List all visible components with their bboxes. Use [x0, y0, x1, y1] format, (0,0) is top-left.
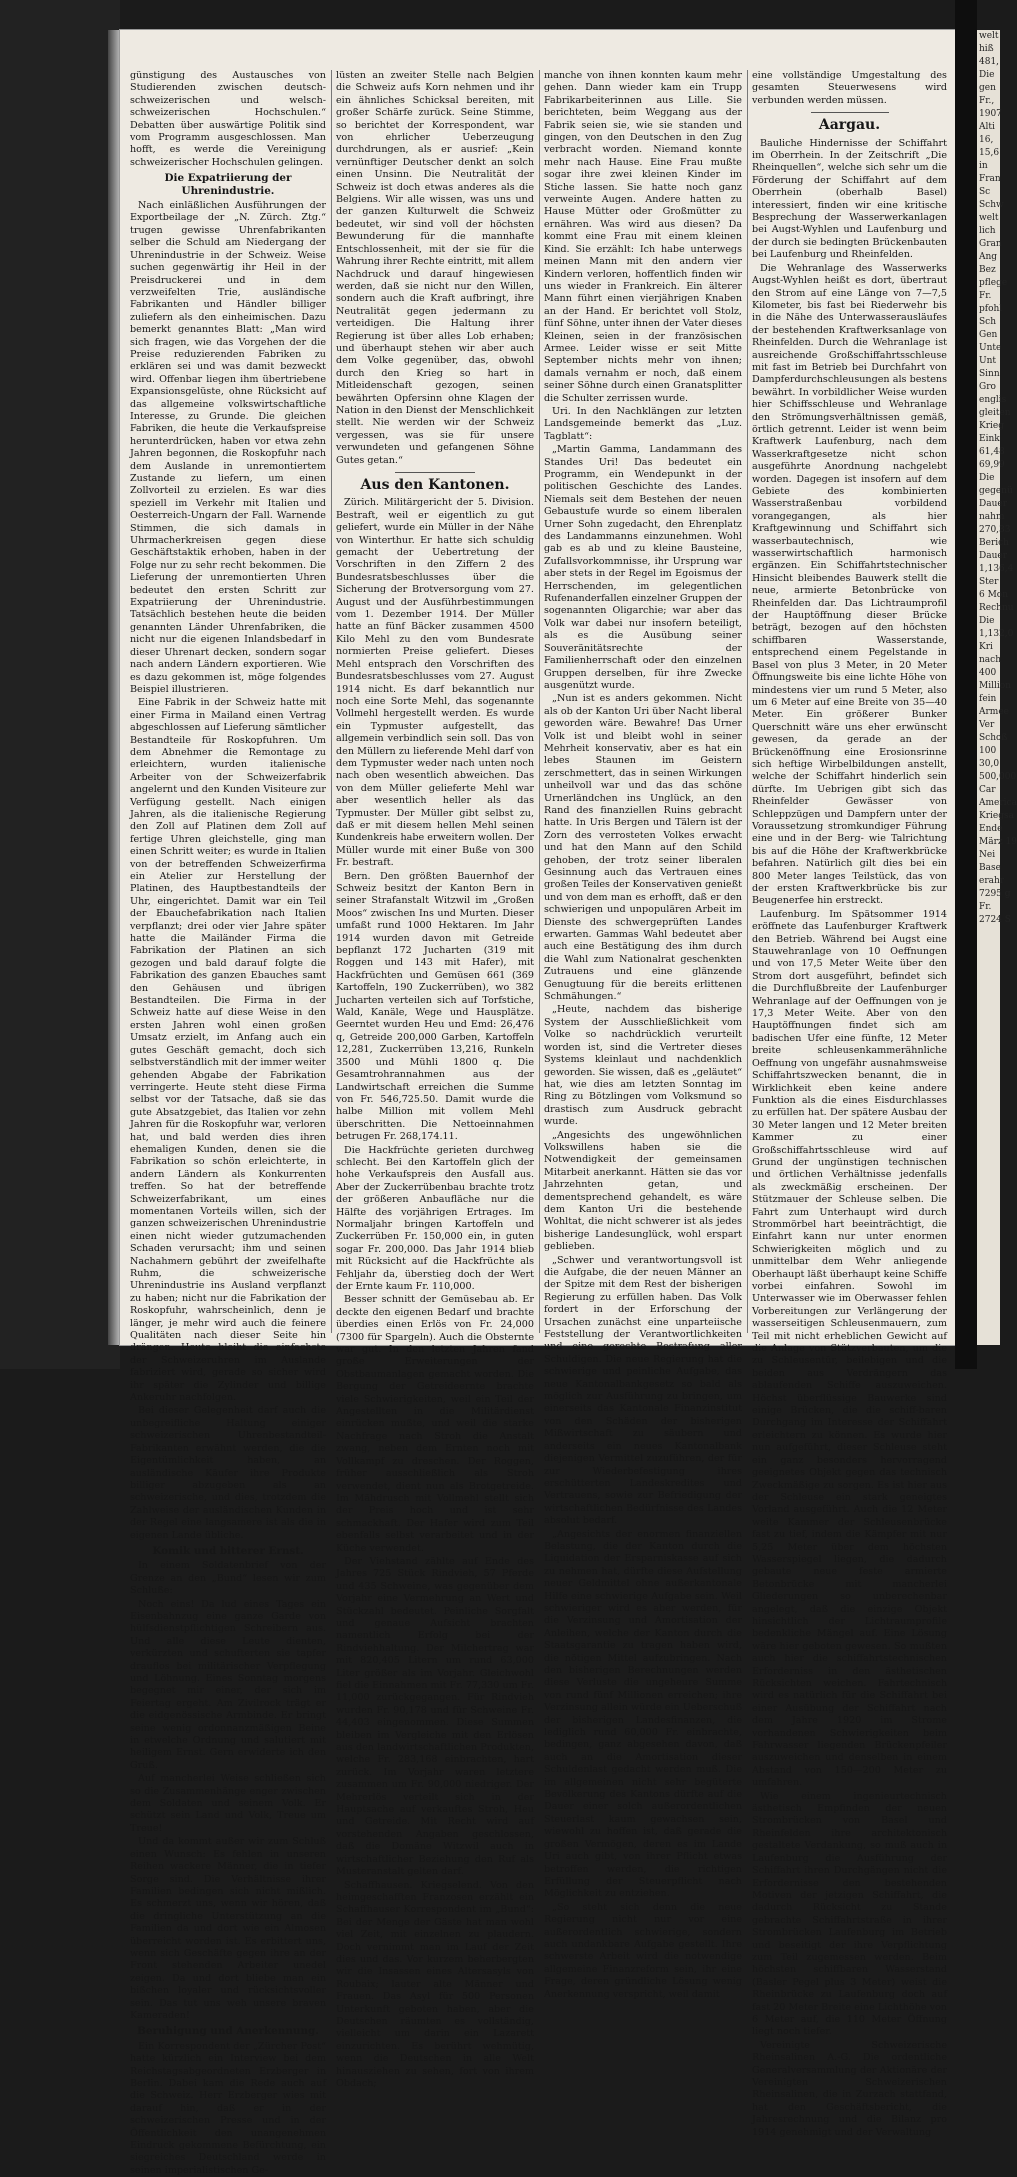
adjacent-page-text: Car: [979, 785, 996, 795]
adjacent-page-text: Eink: [979, 434, 1000, 444]
adjacent-page-text: nahm: [979, 512, 1005, 522]
book-spine: [955, 0, 977, 1369]
adjacent-page-text: 1907: [979, 109, 1002, 119]
adjacent-page-text: Unte: [979, 343, 1002, 353]
paragraph: Bei dieser Gelegenheit darf auch die unbegreifliche Haltung einiger schweizerischen Uhrenbestandteil-Fabrikanten erwähnt werden, die die Eigentümlichkeit haben, an ausländische Käufer ihre Produkte billiger abzugeben als an schweizerische, und dies, trotzdem die Zahlweise der ausländischen Kunden in der Regel eine langsamere ist als die in eigenen Lande übliche.: [130, 1405, 326, 1541]
divider: [811, 112, 889, 113]
adjacent-page-text: Ster: [979, 577, 999, 587]
adjacent-page-text: welt: [979, 31, 999, 41]
paragraph: lüsten an zweiter Stelle nach Belgien die Schweiz aufs Korn nehmen und ihr ein ähnliches Schicksal bereiten, mit großer Schärfe zurück. Seine Stimme, so berichtet der Korrespondent, war von ehrlicher Ueberzeugung durchdrungen, als er ausrief: „Kein vernünftiger Deutscher denkt an solch einen Unsinn. Die Neutralität der Schweiz ist doch etwas anderes als die Belgiens. Wir alle wissen, was uns und der ganzen Kulturwelt die Schweiz bedeutet, wir sind voll der höchsten Bewunderung für die mannhafte Entschlossenheit, mit der sie für die Wahrung ihrer Rechte eintritt, mit allem Nachdruck und darauf hingewiesen werden, daß sie nicht nur den Willen, sondern auch die Kraft aufbringt, ihre Neutralität gegen jedermann zu verteidigen. Die Haltung ihrer Regierung ist über alles Lob erhaben; und überhaupt stehen wir aber auch dem Volke gegenüber, das, obwohl durch den Krieg so hart in Mitleidenschaft gezogen, seinen bewährten Opfersinn ohne Klagen der Nation in den Dienst der Menschlichkeit stellt. Nie werden wir der Schweiz vergessen, was sie für unsere verwundeten und gefangenen Söhne Gutes getan.“: [336, 70, 534, 466]
section-heading: Aargau.: [818, 117, 881, 134]
adjacent-page-text: 6 Mon: [979, 590, 1009, 600]
adjacent-page-text: Ver: [979, 720, 995, 730]
adjacent-page-text: Schw: [979, 200, 1004, 210]
adjacent-page-text: 30,0: [979, 759, 1000, 769]
adjacent-page-text: America: [979, 798, 1017, 808]
paragraph: Die Hackfrüchte gerieten durchweg schlecht. Bei den Kartoffeln glich der hohe Verkaufspreis den Ausfall aus. Aber der Zuckerrübenbau brachte trotz der größeren Anbaufläche nur die Hälfte des vorjährigen Ertrages. Im Normaljahr bringen Kartoffeln und Zuckerrüben Fr. 150,000 ein, in guten sogar Fr. 200,000. Das Jahr 1914 blieb mit Rücksicht auf die Hackfrüchte als Fehljahr da, überstieg doch der Wert der Ernte kaum Fr. 110,000.: [336, 1144, 534, 1292]
adjacent-page-text: gleiten: [979, 408, 1011, 418]
adjacent-page-text: Kri: [979, 642, 993, 652]
paragraph: „Schwer und verantwortungsvoll ist die Aufgabe, die der neuen Männer an der Spitze mit dem Rest der bisherigen Regierung zu erfüllen haben. Das Volk fordert in der Erforschung der Ursachen zunächst eine unparteiische Feststellung der Verantwortlichkeiten und eine gerechte Bestrafung aller Schuldigen. Die neue Regierung hat die schwierige und peinliche Aufgabe, das neue Kantonalbankgesetz so bald als möglich zur Ausführung zu bringen, um einerseits das Kantonale Finanzinstitut von den Schäden der bisherigen Mißwirtschaft zu säubern und anderseits ein neues Kantonalbank diejenigen Vermittel zuzuführen, der für zur Wiederbefestigung ihres erschütterten Landeskredites und Vertrauens, sowie zur Befriedigung der wirtschaftlichen Bedürfnisse des Landes absolut bedarf.: [544, 1254, 742, 1527]
adjacent-page-text: Fran: [979, 174, 1001, 184]
paragraph: Wie einem ingenieurtechnisch ästhetisch Empfinden der neuen Strombrücken von Basel und Rheinfelden ihre architektonisch gestaltete Verdankung, so muß auch in Laufenburg die Ausführung der Schiffahrt ihren Durchgängen nicht die Erfordernisse den bestehenden Motiven der jetzigen Schiffahrt, die dadurch Rücksicht zu Stande gebrachte Schiffahrtstraße in ihrer Strombrücken Laufenburg im Betrieb und beseitigt der ihre Verpflichtung zum Teil zugemessen werden. Beim höchsten schiffbaren Wasserstand (Basler Pegel plus 3 Meter) weist die Rheinbrücke zu Laufenburg doch auf fast 20 Meter Breite eine Lichthöhe von 6 Meter auf, die 110 Meter Öffnung liegt noch tiefer.: [752, 1790, 947, 2038]
adjacent-page-text: Rechnu: [979, 603, 1014, 613]
adjacent-page-text: Die: [979, 70, 995, 80]
adjacent-page-text: 61,48: [979, 447, 1005, 457]
adjacent-page-text: Gran: [979, 239, 1002, 249]
newspaper-page: [120, 30, 955, 2176]
paragraph: Bern. Den größten Bauernhof der Schweiz besitzt der Kanton Bern in seiner Strafanstalt Witzwil im „Großen Moos“ zwischen Ins und Murten. Dieser umfaßt rund 1000 Hektaren. Im Jahr 1914 wurden davon mit Getreide bepflanzt 172 Jucharten (319 mit Roggen und 143 mit Hafer), mit Hackfrüchten und Gemüsen 661 (369 Kartoffeln, 190 Zuckerrüben), wo 382 Jucharten verteilen sich auf Torfstiche, Wald, Kanäle, Wege und Hausplätze. Geerntet wurden Heu und Emd: 26,476 q, Getreide 200,000 Garben, Kartoffeln 12,281, Zuckerrüben 13,216, Runkeln 3500 und Mühli 1800 q. Die Gesamtrohrannahmen aus der Landwirtschaft erreichen die Summe von Fr. 546,725.50. Damit wurde die halbe Million mit vollem Mehl überschritten. Die Nettoeinnahmen betrugen Fr. 268,174.11.: [336, 870, 534, 1143]
adjacent-page-text: in: [979, 161, 988, 171]
paragraph: Der Viehstand zählte auf Ende des Jahres 725 Stück Rindvieh, 57 Pferde und 435 Schweine, was gegenüber dem Vorjahr eine Vermehrung an Wert und Stückzahl bedeutet. Peinliche Sorgfalt und genaue Aufsicht brachten namentlich Erfolg bei der Rindviehhaltung. Der Milchertrag war mit 820,405 Litern um rund 63,000 Liter größer als im Vorjahr. Gleichwohl fiel die Einnahmen mit Fr. 77,330 um Fr. 11,000 zurückgegangen. Für Rindvieh wurden Fr. 90,178 und für Schweine Fr. 44,403 eingenommen. Diese Summen bleiben im Vergleiche mit den Erlösen aus den landwirtschaftlichen Produkten, welche Fr. 283,168 einbrachten, hart zurück. Im Vorjahr waren letztere zusammen um Fr. 90,000 niedriger. Der Mehrerlös verteilt sich in der Hauptsache auf verkauftes Stroh, Heu und Getreide. Mit Recht wird auf vorstehenden Angaben geschlossen, daß die Domäne Witzwil auch in wirtschaftlicher Beziehung den Ruf als Musteranstalt gelten darf.: [336, 1555, 535, 1878]
adjacent-page-text: 270,33: [979, 525, 1011, 535]
paragraph: In einem Soldatenbrief von der Grenze an den „Bund“ lesen wir zum Schluße:: [130, 1560, 326, 1597]
paragraph: Noch eins! Da lud eines Tages ein Eisenbahnzug eine ganze Garde von hülfsdienstpflichtigen Schreibern aus. Und alle diese Leute dienten, verkürzten und schufterten sie tapfer drauflos bei militärischer Verpflegung und Löhnung. Eines Sonntag morgens begegnet mir einer, der sich im Feiertag ergeht. Am Zivilrock trägt er die eidgenössische Armbinde. Er bringt seine wenig ordonnanzmäßigen Beine in etwelche Ordnung und salutiert mit heiligem Ernst. Gern erwiderte ich den Gruß.: [130, 1598, 326, 1771]
adjacent-page-text: pflege: [979, 278, 1008, 288]
adjacent-page-text: fein: [979, 694, 997, 704]
adjacent-page-text: Ang: [979, 252, 998, 262]
adjacent-page-text: 1,132,0: [979, 629, 1014, 639]
adjacent-page-text: 400: [979, 668, 997, 678]
divider: [395, 472, 474, 473]
adjacent-page-text: Sc: [979, 187, 991, 197]
paragraph: eine vollständige Umgestaltung des gesamten Steuerwesens wird verbunden werden müssen.: [752, 70, 947, 106]
adjacent-page-text: gegenü: [979, 486, 1013, 496]
paragraph: „Angesichts des ungewöhnlichen Volkswillens haben sie die Notwendigkeit der gemeinsamen Mitarbeit anerkannt. Hätten sie das vor Jahrzehnten getan, und dementsprechend gehandelt, es wäre dem Kanton Uri die bestehende Wohltat, die nicht schwerer ist als jedes bisherige Landesunglück, wohl erspart geblieben.: [544, 1129, 742, 1253]
adjacent-page-text: 7295 g: [979, 889, 1011, 899]
adjacent-page-text: Sch: [979, 317, 997, 327]
article-heading: Beruhigung und Anerkennung.: [137, 2025, 319, 2038]
column-rule: [331, 70, 332, 1333]
paragraph: „Heute, nachdem das bisherige System der Ausschließlichkeit vom Volke so nachdrücklich verurteilt worden ist, sind die Vertreter dieses Systems kleinlaut und nachdenklich geworden. Sie wissen, daß es „geläutet“ hat, wie dies am letzten Sonntag im Ring zu Bötzlingen vom Volksmund so drastisch zum Ausdruck gebracht wurde.: [544, 1004, 742, 1128]
left-book-edge: [0, 0, 120, 1369]
adjacent-page-text: Unt: [979, 356, 996, 366]
paragraph: Und da kommt außer wir zum Schluß einen Wunsch: Es fehlen in unseren Reihen wackere Männer, die in tiefer Sorge sind. Die Verhältnisse ihrer Familien bedingen sich nicht mißlich. Es schmerzt uns, wenn wir hören, daß die dringliche Unterstützung an die Familien da und dort wie ein Almosen überreicht worden ist. Es erbittert uns, wenn sich Geschäfte gegen ihre an der Front stehenden Arbeiter unedel zeigen. Da und dort bliebe man ein bißchen loyaler und rücksichtsvoller sein. Das tut uns weh unsere braven Kameraden!: [130, 1836, 326, 2021]
adjacent-page-text: Berich: [979, 538, 1009, 548]
adjacent-page-text: Ende: [979, 824, 1003, 834]
adjacent-page-text: nach: [979, 655, 1001, 665]
adjacent-page-text: Die: [979, 473, 995, 483]
adjacent-page-text: englis: [979, 395, 1007, 405]
section-heading: Aus den Kantonen.: [360, 477, 510, 493]
adjacent-page-text: 100: [979, 746, 997, 756]
adjacent-page-text: Base: [979, 863, 1001, 873]
paragraph: manche von ihnen konnten kaum mehr gehen. Dann wieder kam ein Trupp Fabrikarbeiterinnen aus Lille. Sie berichteten, beim Weggang aus der Fabrik seien sie, wie sie standen und gingen, von den Deutschen in den Zug verbracht worden. Niemand konnte mehr nach Hause. Eine Frau mußte sogar ihre zwei kleinen Kinder im Stiche lassen. Sie hatte noch ganz verweinte Augen. Andere hatten zu Hause Mütter oder Großmütter zu ernähren. Was wird aus diesen? Da kommt eine Frau mit einem kleinen Kind. Sie erzählt: Ich habe unterwegs meinen Mann mit den andern vier Kindern verloren, hoffentlich finden wir uns wieder in Frankreich. Ein älterer Mann führt einen vierjährigen Knaben an der Hand. Er berichtet voll Stolz, fünf Söhne, unter ihnen der Vater dieses Kleinen, seien in der französischen Armee. Leider wisse er seit Mitte September nichts mehr von ihnen; damals vernahm er noch, daß einem seiner Söhne durch einen Granatsplitter die Schulter zerrissen wurde.: [544, 70, 742, 404]
adjacent-page-text: welt: [979, 213, 999, 223]
column-2: [336, 70, 535, 2089]
adjacent-page-text: hiß: [979, 44, 994, 54]
column-1: [130, 70, 327, 2176]
adjacent-page-text: gen: [979, 83, 996, 93]
page-edge-shadow: [108, 30, 120, 1345]
adjacent-page-text: Alti: [979, 122, 995, 132]
adjacent-page-text: 15,6: [979, 148, 1000, 158]
column-3: [544, 70, 742, 2000]
paragraph: Laufenburg. Im Spätsommer 1914 eröffnete das Laufenburger Kraftwerk den Betrieb. Während bei Augst eine Stauwehranlage von 10 Oeffnungen und von 17,5 Meter Weite über den Strom dort ausgeführt, befindet sich die Durchflußbreite der Laufenburger Wehranlage auf der Oeffnungen von je 17,3 Meter Weite. Aber von den Hauptöffnungen findet sich am badischen Ufer eine fünfte, 12 Meter breite schleusenkammerähnliche Oeffnung von ungefähr ausnahmsweise Schiffahrtszwecken benannt, die in Wirklichkeit eben keine andere Funktion als die eines Eisdurchlasses zu erfüllen hat. Der spätere Ausbau der 30 Meter langen und 12 Meter breiten Kammer zu einer Großschiffahrtsschleuse wird auf Grund der ungünstigen technischen und örtlichen Verhältnisse jedenfalls als zweckmäßig erscheinen. Der Stützmauer der Schleuse selben. Die Fahrt zum Unterhaupt wird durch Strommörbel hart beeinträchtigt, die Einfahrt kann nur unter enormen Schwierigkeiten möglich und zu unmittelbar dem Wehr anliegende Oberhaupt läßt überhaupt keine Schiffe vorbei einfahren. Sowohl im Unterwasser wie im Oberwasser fehlen Vorbereitungen zur Verlängerung der wasserseitigen Schleusenmauern, zum Teil mit nicht erheblichen Gewicht auf die Anlage von Stützverbauten, um die zu Schleusentür, beilebigen und die beiden aus Verdrängern das ablaufenden Schiffe auszuweichen. Höchst überflüssige Bauwerke sind einige Brücken, die die schiff-baren Durchgang im Interesse der Schiffahrt erleichtern zu können. Es wurde hier nun aufgeführt, dieser Schleuse steht ein ganz besonders hervorragend geeignetes Objekt gegen das technisch Zweckmäßige zu sorgen. Es ist hier aus der Schleuse ein stark geneigtes Vorland ausgeführt. Auch die 12 Meter weite Kammer der Schleusenbrücke fast zu tief, indem die Kämpfer mit nur 5,25 Meter über dem höchsten Wasserspiegel liegen, die dadurch gebaute neue feste armierte Betonbrücke mit mancherlei Gliederungen so unberechenbar angelegt, daß die einzige Objekt hinsichtlich der Lichtraumprofile bedenkliche Mängel auf. Eine Lösung wäre hier geboten gewesen. So mußten auch hier die schiffahrtstechnischen Erforderniss in den ästhetischen Rücksichten weichen. Fahrtechnisch wird es natürlich für die Schiffahrt bei einer Ausübung der Schiffahrt nach dem Jahre 1920 im Strome vorhandenen Schwierigkeiten beim Fahrwasser liegenden Brückenpfeiler auszuweichen und denselben in einem Abstand von 150—200 Meter zu umfahren.: [752, 908, 947, 1789]
adjacent-page-text: Fr.: [979, 902, 992, 912]
adjacent-page-text: Gro: [979, 382, 996, 392]
adjacent-page-text: Nei: [979, 850, 996, 860]
adjacent-page-text: Armee: [979, 707, 1009, 717]
paragraph: Bauliche Hindernisse der Schiffahrt im Oberrhein. In der Zeitschrift „Die Rheinquellen“, welche sich sehr um die Förderung der Schiffahrt auf dem Oberrhein (oberhalb Basel) interessiert, finden wir eine kritische Besprechung der Wasserwerkanlagen bei Augst-Wyhlen und Laufenburg und der durch sie bedingten Brückenbauten bei Laufenburg und Rheinfelden.: [752, 137, 947, 261]
paragraph: Uri. In den Nachklängen zur letzten Landsgemeinde bemerkt das „Luz. Tagblatt“:: [544, 405, 742, 442]
adjacent-page-text: Gen: [979, 330, 998, 340]
paragraph: Nach einläßlichen Ausführungen der Exportbeilage der „N. Zürch. Ztg.“ trugen gewisse Uhrenfabrikanten selber die Schuld am Niedergang der Uhrenindustrie in der Schweiz. Weise suchen gegenwärtig ihr Heil in der Preisdruckerei und in dem verzweifelten Trie, ausländische Fabrikanten und Händler billiger zuliefern als den einheimischen. Dazu bemerkt genanntes Blatt: „Man wird sich fragen, wie das Vorgehen der die Preise reduzierenden Fabriken zu erklären sei und was damit bezweckt wird. Offenbar liegen ihm übertriebene Expansionsgelüste, ohne Rücksicht auf das allgemeine volkswirtschaftliche Interesse, zu Grunde. Die gleichen Fabriken, die heute die Verkaufspreise herunterdrücken, haben vor etwa zehn Jahren begonnen, die Roskopfuhr nach dem Auslande in unremontiertem Zustande zu liefern, um einen Zollvorteil zu erzielen. Es war dies speziell im Verkehr mit Italien und Oesterreich-Ungarn der Fall. Warnende Stimmen, die sich damals in Uhrmacherkreisen gegen diese Geschäftstaktik erhoben, haben in der Folge nur zu sehr recht bekommen. Die Lieferung der unremontierten Uhren bedeutet den ersten Schritt zur Expatriierung der Uhrenindustrie. Tatsächlich bestehen heute die beiden genannten Länder Uhrenfabriken, die nicht nur die eigenen Inlandsbedarf in dieser Uhrenart decken, sondern sogar nach andern Ländern exportieren. Wie es dazu gekommen ist, möge folgendes Beispiel illustrieren.: [130, 200, 326, 695]
paragraph: „Angesichts der enormen finanziellen Belastung, die der Kanton durch die Liquidation der Ersparniskasse auf sich zu nehmen hat, dürfte diese Aufstellung neuer Geldmittel ohne außerkantonale Hilfe eine schwierige Aufgabe sein. Weil schwieriger wird es aber werden, für die Verzinsung und Amortisation der Anleihen, welche der Kanton durch die Staatsgarantie zu tragen haben wird, die nötigen Mittel aufzubringen. Nach den bisherigen Berechnungen werden diese Verluste die ungeheure Summe von rund fünf Millionen erreichen; ihre Verzinsung allein würde ein Ueberschuß der bisherigen Landesfinanzen, die lediglich rund 60,000 Fr. einbrachte, bedingen, ganz abgesehen davon, daß auch an die Amortisation dieser Schuldenlast gedacht werden muß. Die im allgemeinen nicht sehr begüterte Bevölkerung des Kantons dürfte auf die Dauer einer solch außerordentlichen Steuerlast kaum gewachsen sein, wiewohl zu hoffen ist, daß gerade die großen Vermögen, deren es im Lande Uri auch gibt, von ihrer Pflicht etwas betroffen werden, die richtigen Erfüllung der Steuerpflicht nach Möglichkeit zu entziehen.: [544, 1528, 742, 1900]
adjacent-page-text: Dauer: [979, 551, 1008, 561]
adjacent-page-text: Fr.: [979, 291, 992, 301]
adjacent-page-text: März 19: [979, 837, 1017, 847]
adjacent-page-fragment: [977, 30, 1017, 1345]
paragraph: Zürich. Militärgericht der 5. Division. Bestraft, weil er eigentlich zu gut geliefert, wurde ein Müller in der Nähe von Winterthur. Er hatte sich schuldig gemacht der Uebertretung der Vorschriften in den Ziffern 2 des Bundesratsbeschlusses über die Sicherung der Brotversorgung vom 27. August und der Ausführbestimmungen vom 1. Dezember 1914. Der Müller hatte an fünf Bäcker zusammen 4500 Kilo Mehl zu den vom Bundesrate normierten Preise geliefert. Dieses Mehl entsprach den Vorschriften des Bundesratsbeschlusses vom 27. August 1914 nicht. Es darf bekanntlich nur noch eine Sorte Mehl, das sogenannte Vollmehl hergestellt werden. Es wurde ein Typmuster aufgestellt, das allgemein verbindlich sein soll. Das von den Müllern zu lieferende Mehl darf von dem Typmuster weder nach unten noch nach oben wesentlich abweichen. Das von dem Müller gelieferte Mehl war aber wesentlich heller als das Typmuster. Der Müller gibt selbst zu, daß er mit diesem hellen Mehl seinen Kundenkreis habe erweitern wollen. Der Müller wurde mit einer Buße von 300 Fr. bestraft.: [336, 497, 534, 869]
adjacent-page-text: Dauer: [979, 499, 1008, 509]
paragraph: Die Wehranlage des Wasserwerks Augst-Wyhlen heißt es dort, übertraut den Strom auf eine Länge von 7—7,5 Kilometer, bis fast bei Riederwehr bis in die Nähe des Unterwasserausläufes der bestehenden Kraftwerksanlage von Rheinfelden. Durch die Wehranlage ist ausreichende Großschiffahrtsschleuse mit fast im Betrieb bei Durchfahrt von Dampferdurchschleusungen als bestens bewährt. In vorbildlicher Weise wurden hier Schiffsschleuse und Wehranlage den Strömungsverhältnissen gemäß, örtlich getrennt. Leider ist wenn beim Kraftwerk Laufenburg, nach dem Wasserkraftgesetze nicht schon ausgeführte Anordnung nachgelebt worden. Dagegen ist insofern auf dem Gebiete des kombinierten Wasserstraßenbau vorbildend vorangegangen, als hier Kraftgewinnung und Schiffahrt sich wasserbautechnisch, wie wasserwirtschaftlich harmonisch ergänzen. Ein Schiffahrtstechnischer Hinsicht bleibendes Bauwerk stellt die neue, armierte Betonbrücke von Rheinfelden dar. Das Lichtraumprofil der Hauptöffnung dieser Brücke beträgt, bezogen auf den höchsten schiffbaren Wasserstande, entsprechend einem Pegelstande in Basel von plus 3 Meter, in 20 Meter Öffnungsweite bis eine lichte Höhe von mindestens vier um rund 5 Meter, also um 6 Meter auf eine Breite von 35—40 Meter. Ein größerer Bunker Querschnitt wäre uns eher erwünscht gewesen, da gerade an der Brückenöffnung eine Erosionsrinne sich heftige Wirbelbildungen anstellt, welche der Schiffahrt hinderlich sein dürfte. Im Uebrigen gibt sich das Rheinfelder Gewässer von Schleppzügen und Dampfern unter der Voraussetzung stromkundiger Führung eine und in der Berg- wie Talrichtung bis auf die Höhe der Kraftwerkbrücke befahren. Natürlich gilt dies bei ein 800 Meter langes Teilstück, das von der ersten Kraftwerkbrücke bis zur Beugenerfee hin erstreckt.: [752, 262, 947, 907]
paragraph: günstigung des Austausches von Studierenden zwischen deutsch-schweizerischen und welsch-schweizerischen Hochschulen.“ Debatten über auswärtige Politik sind vom Programm ausgeschlossen. Man hofft, es werde die Vereinigung schweizerischer Hochschulen gelingen.: [130, 70, 326, 168]
adjacent-page-text: Sinn: [979, 369, 1000, 379]
adjacent-page-text: Million: [979, 681, 1011, 691]
adjacent-page-text: lich: [979, 226, 996, 236]
adjacent-page-text: Die: [979, 616, 995, 626]
adjacent-page-text: 1,136,4: [979, 564, 1014, 574]
paragraph: Auf mancherlei Weise schließen sich so die Zusammenhänge enger zwischen dem Soldaten und seinem Volk. Er schützt sein Land und Volk, Treue um Treue!: [130, 1773, 326, 1834]
adjacent-page-text: pfohl: [979, 304, 1003, 314]
article-heading: Die Expatriierung der Uhrenindustrie.: [164, 172, 292, 197]
paragraph: Eine Fabrik in der Schweiz hatte mit einer Firma in Mailand einen Vertrag abgeschlossen auf Lieferung sämtlicher Bestandteile für Roskopfuhren. Um dem Abnehmer die Remontage zu erleichtern, wurden italienische Arbeiter von der Schweizerfabrik angelernt und den Kunden Visiteure zur Verfügung gestellt. Nach einigen Jahren, als die italienische Regierung den Zoll auf Platinen dem Zoll auf fertige Uhren gleichstelle, ging man einen Schritt weiter; es wurde in Italien von der betreffenden Schweizerfirma ein Atelier zur Herstellung der Platinen, des Hauptbestandteils der Uhr, eingerichtet. Damit war ein Teil der Ebauchefabrikation nach Italien verpflanzt; drei oder vier Jahre später hatte die Mailänder Firma die Fabrikation der Platinen an sich gezogen und bald darauf folgte die Fabrikation des ganzen Ebauches samt den Gehäusen und übrigen Bestandteilen. Die Firma in der Schweiz hatte auf diese Weise in den ersten Jahren wohl einen großen Umsatz erzielt, im Anfang auch ein gutes Geschäft gemacht, doch sich selbstverständlich mit der immer weiter gehenden Abgabe der Fabrikation verringerte. Heute steht diese Firma selbst vor der Tatsache, daß sie das gute Absatzgebiet, das Italien vor zehn Jahren für die Roskopfuhr war, verloren hat, und bald werden dies ihren ehemaligen Kunden, denen sie die Fabrikation so schön erleichterte, in andern Ländern als Konkurrenten treffen. So hat der betreffende Schweizerfabrikant, um eines momentanen Vorteils willen, sich der ganzen schweizerischen Uhrenindustrie einen nicht wieder gutzumachenden Schaden verursacht; ihm und seinen Nachahmern gebührt der zweifelhafte Ruhm, die schweizerische Uhrenindustrie ins Ausland verpflanzt zu haben; nicht nur die Fabrikation der Roskopfuhr, wahrscheinlich, denn je länger, je mehr wird auch die feinere Qualitäten nach dieser Seite hin drängen. Heute bleibt die einfachste der Schweizeruhren im Auslande fabriziert wird, gerade so sicher wird ihr später die Zylinder und billige Ankeruhr nachfolgen.: [130, 697, 327, 1404]
paragraph: Ein Korrespondent der „Zürcher Post“ hatte kürzlich ein Interview bei dem Reichstagsabgeordneten Erzberger in Berlin. Dabei kam die Rede auch auf die Schweiz. Herr Erzberger wies mit darauf hin, daß er in der schweizerischen Presse und in der Öffentlichkeit den unangenehmen Eindruck gekommene Befürchtung, ein siegreiches Deutschland werde in seinen imperialistischen Ge-: [130, 2040, 326, 2176]
adjacent-page-text: Kriegsa: [979, 811, 1014, 821]
paragraph: „Nun ist es anders gekommen. Nicht als ob der Kanton Uri über Nacht liberal geworden wäre. Bewahre! Das Urner Volk ist und bleibt wohl in seiner Mehrheit konservativ, aber es hat ein lebes Staunen im Geistern zerschmettert, das in seinen Wirkungen unheilvoll war und das das schöne Urnerländchen ins Unglück, an den Rand des finanziellen Ruins gebracht hatte. In Uris Bergen und Tälern ist der Zorn des verrosteten Volkes erwacht und hat den Mann auf den Schild gehoben, der trotz seiner liberalen Gesinnung auch das Vertrauen eines großen Teiles der Konservativen genießt und von dem man es erhofft, daß er den schwierigen und unpopulären Arbeit im Dienste des schwergeprüften Landes erwarten. Gammas Wahl bedeutet aber auch eine Bestätigung des ihm durch die Wahl zum Nationalrat geschenkten Zutrauens und eine glänzende Genugtuung für die bereits erlittenen Schmähungen.“: [544, 693, 742, 1003]
adjacent-page-text: Fr.,: [979, 96, 995, 106]
paragraph: Schaffhausen. Kriegselend. Von den heimgeschafften Franzosen erzählt ein Schaffhauser Korrespondent im „Bund“: Bei der Menge der Gäste hat man wohl viel Zeit, mit einzelnen zu plaudern. Doch vernimmt man im Lauf der Zeit dies und das. Vor kurzem beherbergten wir die Insassen eines Altersasyls von Roubaix; lauter alte Männer und Frauen. Das Asyl für 500 Personen Unterkunft geboten haben, aber die Deutschen räumten es vollständig, vielleicht um darin ein Lazarett einzurichten. Es berührt wehmütig, wenn die Deutschen in alle Welt hinausziehen zu sehen, fort von ihrem Obdach;: [336, 1879, 534, 2089]
column-4: [752, 70, 947, 2138]
adjacent-page-text: 16,: [979, 135, 994, 145]
adjacent-page-text: Bez: [979, 265, 996, 275]
adjacent-page-text: 481,: [979, 57, 1000, 67]
adjacent-page-text: Krieg: [979, 421, 1004, 431]
paragraph: Vereinigte Schweizerische Rheinsalinen A.-G. Die ordentliche Generalversammlung der Aktionäre der Vereinigten Schweizerischen Rheinsalinen, die in Zurzach stattfand, hat den Geschäftsbericht, die Jahresrechnung und die Bilanz pro 1914 genehmigt und der Verwaltung: [752, 2039, 947, 2138]
adjacent-page-text: 2724 S: [979, 915, 1011, 925]
paragraph: „Martin Gamma, Landammann des Standes Uri! Das bedeutet ein Programm, ein Wendepunkt in der politischen Geschichte des Landes. Niemals seit dem Bestehen der neuen Gebaustufe wurde so einem liberalen Urner Sohn zugedacht, den Ehrenplatz des Landammanns einzunehmen. Wohl gab es ab und zu kleine Bausteine, Zufallsvorkommnisse, ihr Ursprung war aber stets in der Regel im Egoismus der Herrschenden, im gelegentlichen Rufenanderfallen einzelner Gruppen der sogenannten Oligarchie; war aber das Volk war dabei nur insofern beteiligt, als es die Ausübung seiner Souveränitätsrechte der Familienherrschaft oder den einzelnen Gruppen derselben, für ihre Zwecke ausgenützt wurde.: [544, 444, 742, 691]
adjacent-page-text: 500,000: [979, 772, 1017, 782]
adjacent-page-text: Schoß: [979, 733, 1008, 743]
paragraph: Besser schnitt der Gemüsebau ab. Er deckte den eigenen Bedarf und brachte überdies einen Erlös von Fr. 24,000 (7300 für Spargeln). Auch die Obsternte war gut. In den letzten Jahren fand große Erweiterungen der Obstbaumanlagen gemacht worden. Die Bergung der Getreideernte brachte viele Schwierigkeiten, weil ein Teil der Angestellten in die Militärdienst einrücken mußte, und weil die starke Nachfrage nach Stroh die Anstalt zwang, neben dem Ernten noch mit Vollkampf zu dreschen. Der Roggen, früher ausschließlich als Stroh verwendet, dient nun als Brotgetreide. Im Mähdrusch mit Vollmehl stellt sich der Preis hoch und ist sehr schmackhaft. Der Hafer wird zum Teil ebenfalls selbst verarbeitet und in der Küche verwendet.: [336, 1294, 534, 1554]
adjacent-page-text: erahr: [979, 876, 1005, 886]
column-rule: [539, 70, 540, 1333]
article-heading: Komik und bitterer Ernst.: [152, 1544, 304, 1557]
column-rule: [747, 70, 748, 1333]
adjacent-page-text: 69,99: [979, 460, 1005, 470]
paragraph: „So steht sich denn die neue Regierung nicht nur vor eine außerordentlich schwierige, sondern auch undankbare Aufgabe gestellt. Ihre schwerste Arbeit wird die notwendige allgemeine Finanzreform sein, ihr eine Frage, deren gründliche Lösung wenig Anerkennung verspricht, weil damit: [544, 1901, 742, 2000]
